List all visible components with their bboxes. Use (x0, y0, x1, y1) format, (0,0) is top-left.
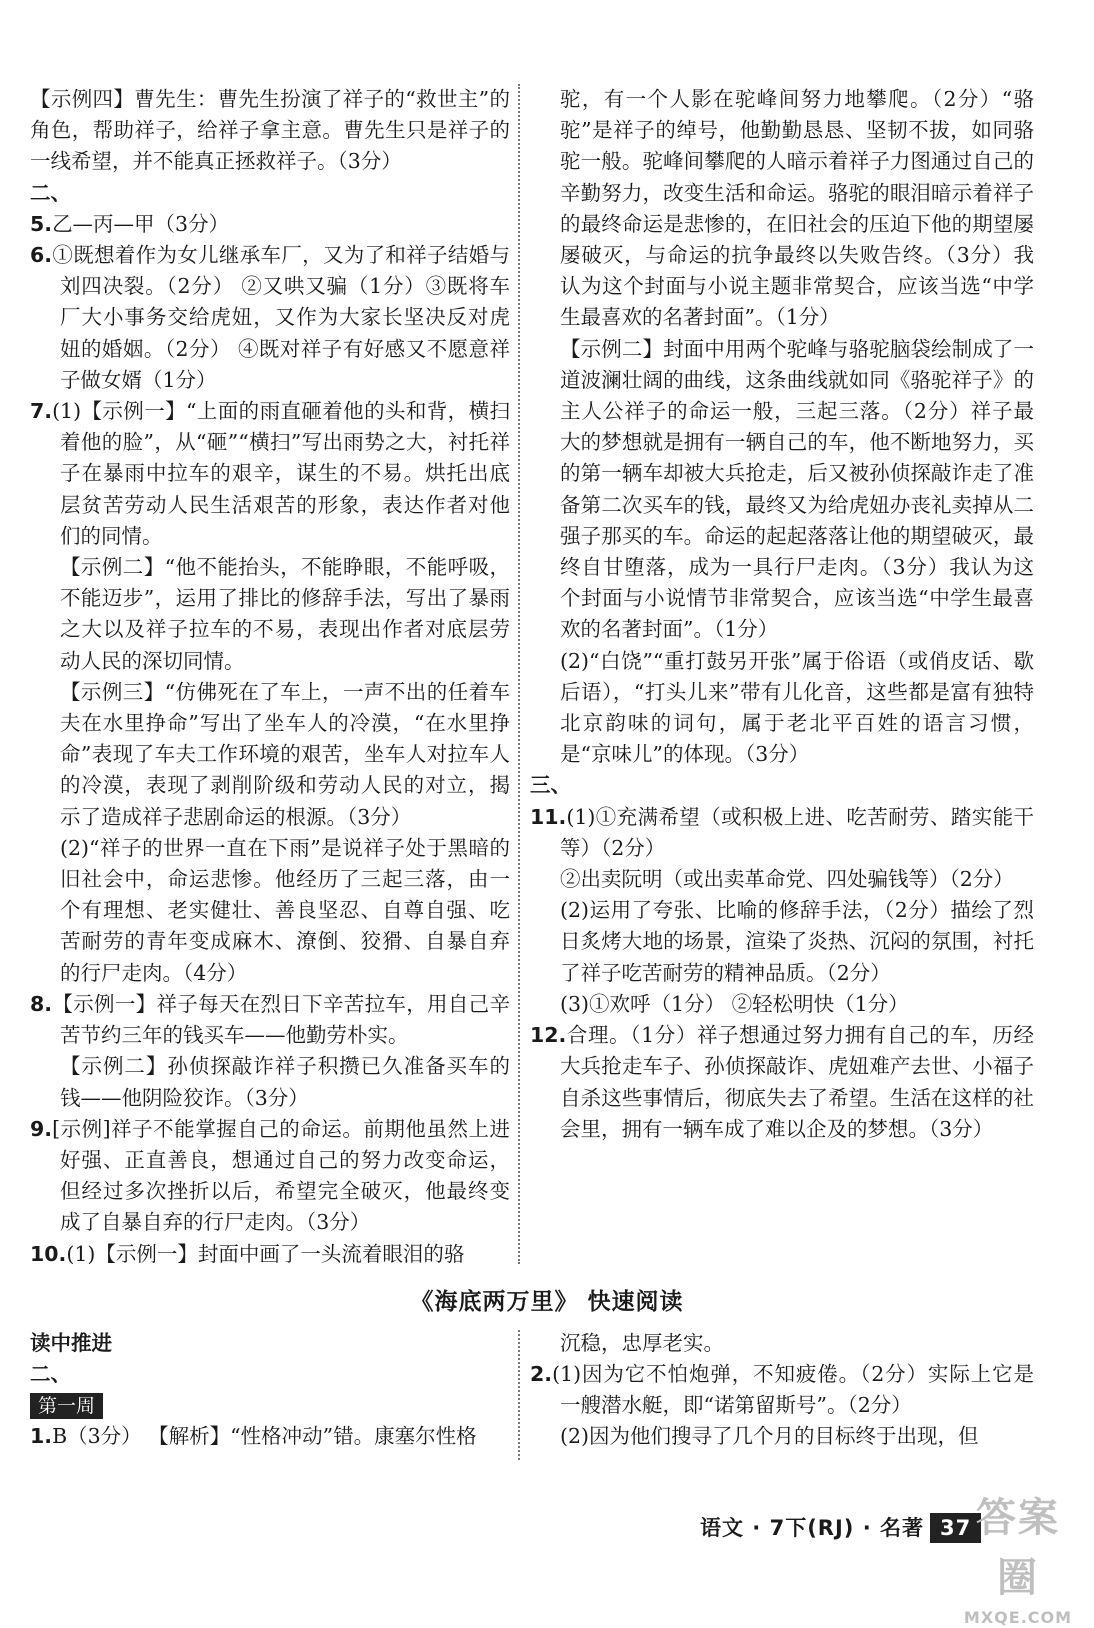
question-number: 5. (30, 211, 53, 236)
answer-10-start (30, 1239, 510, 1270)
answer-9 (30, 1114, 510, 1239)
page-footer (700, 1512, 981, 1543)
watermark (958, 1488, 1078, 1627)
page-number: 37 (930, 1513, 981, 1543)
question-number: 7. (30, 399, 53, 424)
answer-11-part-3: (3)①欢呼（1分） ②轻松明快（1分） (560, 991, 909, 1016)
answer-11-part-2: (2)运用了夸张、比喻的修辞手法，（2分）描绘了烈日炙烤大地的场景，渲染了炎热、沉闷的氛围，衬托了祥子吃苦耐劳的精神品质。（2分） (560, 898, 1034, 985)
answer-6 (30, 240, 510, 396)
answer-7-example-2: 【示例二】“他不能抬头，不能睁眼，不能呼吸，不能迈步”，运用了排比的修辞手法，写出了暴雨之大以及祥子拉车的不易，表现出作者对底层劳动人民的深切同情。 (60, 555, 510, 673)
answer-text: (1)【示例一】封面中画了一头流着眼泪的骆 (66, 1241, 465, 1266)
question-number: 6. (30, 243, 53, 268)
answer-12 (530, 1020, 1034, 1145)
watermark-text: MXQE.COM (963, 1608, 1073, 1627)
answer-11-part-1 (530, 802, 1034, 864)
question-number: 11. (530, 804, 567, 829)
answer-2-part-2: (2)因为他们搜寻了几个月的目标终于出现，但 (560, 1424, 979, 1448)
week-label (30, 1390, 510, 1421)
subsection-heading: 读中推进 (30, 1331, 112, 1355)
question-number: 8. (30, 991, 53, 1016)
answer-7-example-3: 【示例三】“仿佛死在了车上，一声不出的任着车夫在水里挣命”写出了坐车人的冷漠，“在水里挣命”表现了车夫工作环境的艰苦，坐车人对拉车人的冷漠，表现了剥削阶级和劳动人民的对立，揭示了造成祥子悲剧命运的根源。（3分） (60, 679, 510, 829)
answer-text: (1)①充满希望（或积极上进、吃苦耐劳、踏实能干等）（2分） (560, 804, 1034, 860)
section-title: 《海底两万里》 快速阅读 (410, 1289, 684, 1315)
bottom-left-column (30, 1328, 510, 1452)
bottom-right-column (530, 1328, 1034, 1452)
answer-text: 【示例一】祥子每天在烈日下辛苦拉车，用自己辛苦节约三年的钱买车——他勤劳朴实。 (52, 991, 510, 1048)
watermark-logo: 答案圈 (976, 1495, 1060, 1601)
answer-11-part-1b: ②出卖阮明（或出卖革命党、四处骗钱等）（2分） (560, 867, 1014, 892)
answer-7-part-2: (2)“祥子的世界一直在下雨”是说祥子处于黑暗的旧社会中，命运悲惨。他经历了三起三落，由一个有理想、老实健壮、善良坚忍、自尊自强、吃苦耐劳的青年变成麻木、潦倒、狡猾、自暴自弃的行尸走肉。（4分） (60, 835, 510, 985)
answer-text: [示例]祥子不能掌握自己的命运。前期他虽然上进好强、正直善良，想通过自己的努力改变命运，但经过多次挫折以后，希望完全破灭，他最终变成了自暴自弃的行尸走肉。（3分） (52, 1116, 510, 1235)
question-number: 9. (30, 1116, 53, 1141)
example-four: 【示例四】曹先生：曹先生扮演了祥子的“救世主”的角色，帮助祥子，给祥子拿主意。曹先生只是祥子的一线希望，并不能真正拯救祥子。（3分） (30, 87, 510, 174)
column-divider (518, 1330, 520, 1460)
footer-label: 语文 · 7下(RJ) · 名著 (700, 1516, 924, 1540)
answer-text: B（3分） 【解析】“性格冲动”错。康塞尔性格 (52, 1424, 477, 1448)
answer-10-example-2: 【示例二】封面中用两个驼峰与骆驼脑袋绘制成了一道波澜壮阔的曲线，这条曲线就如同《骆驼祥子》的主人公祥子的命运一般，三起三落。（2分）祥子最大的梦想就是拥有一辆自己的车，他不断地努力，买的第一辆车却被大兵抢走，后又被孙侦探敲诈走了准备第二次买车的钱，最终又为给虎妞办丧礼卖掉从二强子那买的车。命运的起起落落让他的期望破灭，最终自甘堕落，成为一具行尸走肉。（3分）我认为这个封面与小说情节非常契合，应该当选“中学生最喜欢的名著封面”。（1分） (560, 336, 1034, 642)
answer-1-continued: 沉稳，忠厚老实。 (560, 1331, 724, 1355)
answer-10-part-2: (2)“白饶”“重打鼓另开张”属于俗语（或俏皮话、歇后语），“打头儿来”带有儿化音，这些都是富有独特北京韵味的词句，属于老北平百姓的语言习惯，是“京味儿”的体现。（3分） (560, 648, 1034, 767)
section-two-heading: 二、 (30, 1362, 71, 1386)
answer-text: ①既想着作为女儿继承车厂，又为了和祥子结婚与刘四决裂。（2分） ②又哄又骗（1分）③既将车厂大小事务交给虎妞，又作为大家长坚决反对虎妞的婚姻。（2分） ④既对祥子有好感又不愿意祥子做女婿（1分） (52, 243, 510, 392)
right-column (530, 84, 1034, 1145)
answer-1 (30, 1421, 510, 1452)
answer-text: 合理。（1分）祥子想通过努力拥有自己的车，历经大兵抢走车子、孙侦探敲诈、虎妞难产去世、小福子自杀这些事情后，彻底失去了希望。生活在这样的社会里，拥有一辆车成了难以企及的梦想。（3分） (560, 1023, 1034, 1141)
question-number: 12. (530, 1023, 567, 1048)
answer-5 (30, 209, 510, 240)
answer-7-part-1 (30, 396, 510, 552)
answer-text: 乙—丙—甲（3分） (52, 211, 230, 236)
answer-8-example-1 (30, 989, 510, 1051)
section-three-heading: 三、 (530, 773, 571, 798)
answer-text: (1)因为它不怕炮弹，不知疲倦。（2分）实际上它是一艘潜水艇，即“诺第留斯号”。（2分） (552, 1362, 1034, 1417)
question-number: 1. (30, 1424, 53, 1448)
answer-text: (1)【示例一】“上面的雨直砸着他的头和背，横扫着他的脸”，从“砸”“横扫”写出雨势之大，衬托祥子在暴雨中拉车的艰辛，谋生的不易。烘托出底层贫苦劳动人民生活艰苦的形象，表达作者对他们的同情。 (52, 399, 510, 548)
question-number: 10. (30, 1241, 67, 1266)
answer-10-continued: 驼，有一个人影在驼峰间努力地攀爬。（2分）“骆驼”是祥子的绰号，他勤勤恳恳、坚韧不拔，如同骆驼一般。驼峰间攀爬的人暗示着祥子力图通过自己的辛勤努力，改变生活和命运。骆驼的眼泪暗示着祥子的最终命运是悲惨的，在旧社会的压迫下他的期望屡屡破灭，与命运的抗争最终以失败告终。（3分）我认为这个封面与小说主题非常契合，应该当选“中学生最喜欢的名著封面”。（1分） (560, 87, 1034, 330)
answer-8-example-2: 【示例二】孙侦探敲诈祥子积攒已久准备买车的钱——他阴险狡诈。（3分） (60, 1054, 510, 1110)
left-column (30, 84, 510, 1270)
section-two-heading: 二、 (30, 180, 71, 205)
column-divider (518, 84, 520, 1264)
answer-2-part-1 (530, 1359, 1034, 1421)
week-badge: 第一周 (30, 1393, 103, 1419)
question-number: 2. (530, 1362, 553, 1386)
